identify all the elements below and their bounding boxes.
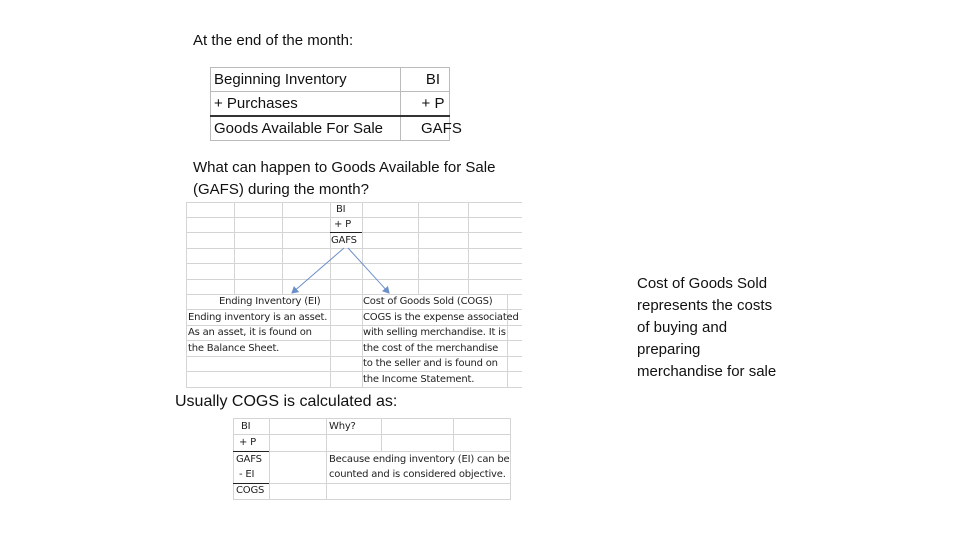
row-label: + Purchases <box>214 95 298 112</box>
diagram-gafs: GAFS <box>331 235 357 246</box>
calc-ei: - EI <box>239 469 255 480</box>
calc-cogs: COGS <box>236 485 265 496</box>
note-line: of buying and <box>637 319 728 336</box>
cogs-line: with selling merchandise. It is <box>363 327 506 338</box>
row-label: Beginning Inventory <box>214 71 347 88</box>
calc-p: + P <box>239 437 256 448</box>
question-text <box>193 157 495 201</box>
row-value: + P <box>421 95 445 112</box>
note-line: merchandise for sale <box>637 363 777 380</box>
usually-heading: Usually COGS is calculated as: <box>175 393 398 410</box>
note-line: represents the costs <box>637 297 773 314</box>
table-row <box>210 91 450 115</box>
row-value: BI <box>425 71 441 88</box>
row-label: Goods Available For Sale <box>214 120 383 137</box>
ei-title: Ending Inventory (EI) <box>219 296 321 307</box>
cogs-line: the Income Statement. <box>363 374 475 385</box>
calc-bi: BI <box>241 421 251 432</box>
cogs-line: COGS is the expense associated <box>363 312 519 323</box>
note-line: Cost of Goods Sold <box>637 275 768 292</box>
reason-line: counted and is considered objective. <box>329 469 506 480</box>
cogs-line: the cost of the merchandise <box>363 343 499 354</box>
note-line: preparing <box>637 341 701 358</box>
arrow-to-cogs <box>348 248 389 293</box>
diagram-bi: BI <box>336 204 346 215</box>
question-line: What can happen to Goods Available for Sale <box>193 159 496 176</box>
row-value: GAFS <box>421 120 462 137</box>
ei-line: the Balance Sheet. <box>188 343 280 354</box>
table-row <box>210 67 450 91</box>
arrow-to-ei <box>292 248 344 293</box>
heading-end-of-month: At the end of the month: <box>193 32 354 49</box>
cogs-calculation-table <box>233 418 511 500</box>
reason-line: Because ending inventory (EI) can be <box>329 454 510 465</box>
cogs-line: to the seller and is found on <box>363 358 498 369</box>
inventory-formula-table <box>210 67 462 141</box>
table-row <box>210 116 462 140</box>
gafs-diagram <box>186 202 522 388</box>
calc-gafs: GAFS <box>236 454 262 465</box>
cogs-side-note <box>637 273 776 383</box>
diagram-purchases: + P <box>334 219 351 230</box>
why-label: Why? <box>329 421 356 432</box>
ei-line: Ending inventory is an asset. <box>188 312 328 323</box>
ei-line: As an asset, it is found on <box>188 327 312 338</box>
cogs-title: Cost of Goods Sold (COGS) <box>363 296 493 307</box>
question-line: (GAFS) during the month? <box>193 181 369 198</box>
